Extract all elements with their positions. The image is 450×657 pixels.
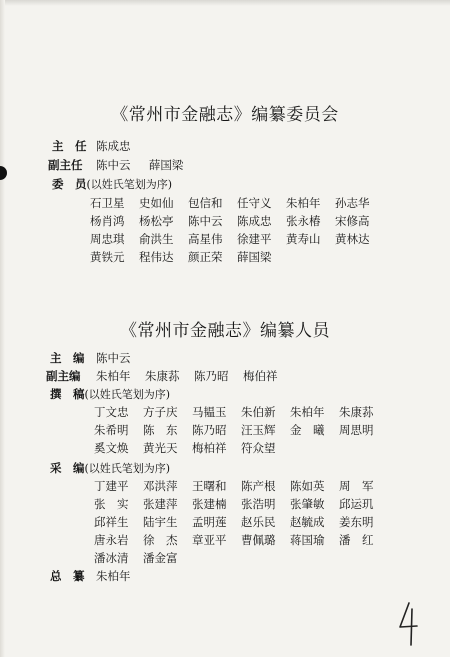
collector-name: 邓洪萍 (143, 479, 178, 493)
handwritten-page-number-mark (396, 601, 420, 647)
writer-name: 马韫玉 (192, 405, 227, 419)
scan-shadow-top (0, 0, 450, 6)
member-name: 周忠琪 (90, 232, 125, 246)
collector-name: 邱祥生 (94, 515, 129, 529)
collector-name: 张建萍 (143, 497, 178, 511)
writer-name: 周思明 (339, 423, 374, 437)
deputy-editor-names (96, 368, 292, 385)
collector-name: 姜东明 (339, 515, 374, 529)
committee-deputy-label: 副主任 (48, 158, 83, 172)
committee-members-row (90, 249, 286, 266)
writer-name: 丁文忠 (94, 405, 129, 419)
committee-members-note: (以姓氏笔划为序) (86, 178, 173, 191)
committee-deputy-name: 薛国梁 (148, 158, 184, 172)
writers-row (94, 404, 388, 421)
deputy-editor-name: 朱柏年 (96, 369, 131, 383)
member-name: 徐建平 (237, 232, 272, 246)
collector-name: 潘金富 (143, 551, 178, 565)
committee-members-row (90, 213, 384, 230)
writer-name: 符众望 (241, 441, 276, 455)
chief-editor-label: 主 编 (50, 351, 85, 365)
binding-hole-mark (0, 166, 7, 180)
collector-name: 章亚平 (192, 533, 227, 547)
writer-name: 朱伯新 (241, 405, 276, 419)
final-editor-name: 朱柏年 (96, 569, 131, 583)
committee-director-label: 主 任 (52, 139, 87, 153)
collector-name: 丁建平 (94, 479, 129, 493)
collector-name: 潘冰清 (94, 551, 129, 565)
writer-name: 朱柏年 (290, 405, 325, 419)
member-name: 高星伟 (188, 232, 223, 246)
member-name: 颜正荣 (188, 250, 223, 264)
member-name: 俞洪生 (139, 232, 174, 246)
collectors-note: (以姓氏笔划为序) (84, 462, 171, 475)
member-name: 陈成忠 (237, 214, 272, 228)
collector-name: 唐永岩 (94, 533, 129, 547)
chief-editor-names (96, 350, 145, 367)
writer-name: 奚文焕 (94, 441, 129, 455)
final-editor-label: 总 纂 (50, 569, 85, 583)
committee-members-row (90, 195, 384, 212)
collector-name: 陈如英 (290, 479, 325, 493)
committee-title: 《常州市金融志》编纂委员会 (111, 105, 339, 125)
writer-name: 梅柏祥 (192, 441, 227, 455)
committee-director-names (96, 138, 145, 155)
deputy-editor-label: 副主编 (46, 369, 81, 383)
committee-members-label: 委 员(以姓氏笔划为序) (52, 177, 173, 191)
collectors-row (94, 496, 388, 513)
writer-name: 朱希明 (94, 423, 129, 437)
deputy-editor-name: 朱康荪 (145, 369, 180, 383)
collector-name: 徐 杰 (143, 533, 178, 547)
deputy-editor-name: 陈乃昭 (194, 369, 229, 383)
collector-name: 王曙和 (192, 479, 227, 493)
member-name: 黄林达 (335, 232, 370, 246)
member-name: 宋修高 (335, 214, 370, 228)
writer-name: 方子庆 (143, 405, 178, 419)
writers-note: (以姓氏笔划为序) (84, 388, 171, 401)
committee-deputy-name: 陈中云 (96, 158, 131, 172)
member-name: 黄铁元 (90, 250, 125, 264)
writer-name: 黄光天 (143, 441, 178, 455)
deputy-editor-name: 梅伯祥 (243, 369, 278, 383)
member-name: 杨肖鸿 (90, 214, 125, 228)
member-name: 石卫星 (90, 196, 125, 210)
collector-name: 蒋国瑜 (290, 533, 325, 547)
writers-label: 撰 稿(以姓氏笔划为序) (50, 387, 171, 401)
collector-name: 赵乐民 (241, 515, 276, 529)
final-editor-names (96, 568, 145, 585)
collectors-label: 采 编(以姓氏笔划为序) (50, 461, 171, 475)
member-name: 朱柏年 (286, 196, 321, 210)
member-name: 任守义 (237, 196, 272, 210)
committee-members-row (90, 231, 384, 248)
member-name: 陈中云 (188, 214, 223, 228)
collector-name: 张建楠 (192, 497, 227, 511)
collector-name: 曹佩璐 (241, 533, 276, 547)
writer-name: 金 曦 (290, 423, 325, 437)
member-name: 张永椿 (286, 214, 321, 228)
member-name: 程伟达 (139, 250, 174, 264)
chief-editor-name: 陈中云 (96, 351, 131, 365)
writer-name: 朱康荪 (339, 405, 374, 419)
writer-name: 陈乃昭 (192, 423, 227, 437)
member-name: 薛国梁 (237, 250, 272, 264)
collector-name: 潘 红 (339, 533, 374, 547)
collector-name: 张 实 (94, 497, 129, 511)
collectors-row (94, 532, 388, 549)
collector-name: 邱运玑 (339, 497, 374, 511)
member-name: 史如仙 (139, 196, 174, 210)
collector-name: 陆宇生 (143, 515, 178, 529)
collector-name: 孟明莲 (192, 515, 227, 529)
collector-name: 陈产根 (241, 479, 276, 493)
collector-name: 赵毓成 (290, 515, 325, 529)
member-name: 包信和 (188, 196, 223, 210)
collector-name: 张肇敏 (290, 497, 325, 511)
collectors-row (94, 514, 388, 531)
collector-name: 周 军 (339, 479, 374, 493)
collectors-row (94, 478, 388, 495)
staff-title: 《常州市金融志》编纂人员 (120, 321, 330, 341)
member-name: 孙志华 (335, 196, 370, 210)
committee-director-name: 陈成忠 (96, 139, 131, 153)
writer-name: 陈 东 (143, 423, 178, 437)
member-name: 黄寿山 (286, 232, 321, 246)
member-name: 杨松亭 (139, 214, 174, 228)
writers-row (94, 440, 290, 457)
writers-row (94, 422, 388, 439)
committee-deputy-names (96, 157, 198, 174)
collector-name: 张浩明 (241, 497, 276, 511)
collectors-row (94, 550, 192, 567)
writer-name: 汪玉辉 (241, 423, 276, 437)
